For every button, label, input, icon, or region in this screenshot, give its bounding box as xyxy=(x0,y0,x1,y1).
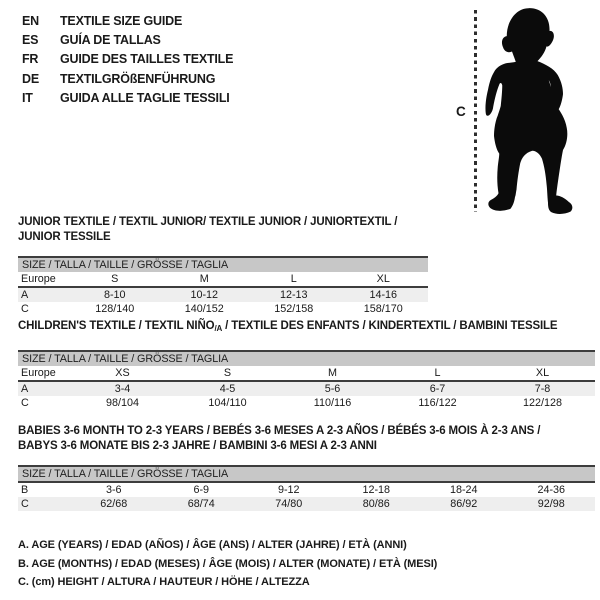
size-cell: M xyxy=(199,273,209,285)
row-label: Europe xyxy=(21,366,56,379)
table-row-age xyxy=(18,288,428,302)
babies-section-title xyxy=(18,424,595,453)
row-label: A xyxy=(21,382,29,395)
height-cell: 74/80 xyxy=(275,498,303,510)
height-cell: 104/110 xyxy=(208,396,247,409)
guide-title-it: GUIDA ALLE TAGLIE TESSILI xyxy=(60,90,230,105)
row-label: A xyxy=(21,289,29,301)
guide-title-fr: GUIDE DES TAILLES TEXTILE xyxy=(60,52,234,67)
footnote-age-months: B. AGE (MONTHS) / EDAD (MESES) / ÂGE (MOIS) / ALTER (MONATE) / ETÀ (MESI) xyxy=(18,557,438,570)
age-cell: 12-18 xyxy=(362,484,391,496)
height-measure-label: C xyxy=(456,104,466,119)
age-cell: 6-7 xyxy=(429,382,446,395)
age-cell: 9-12 xyxy=(277,484,300,496)
age-cell: 8-10 xyxy=(103,289,126,301)
size-header-row: SIZE / TALLA / TAILLE / GRÖSSE / TAGLIA xyxy=(18,467,595,483)
footnote-height-cm: C. (cm) HEIGHT / ALTURA / HAUTEUR / HÖHE / ALTEZZA xyxy=(18,576,310,589)
language-row-fr xyxy=(22,50,233,69)
language-code: DE xyxy=(22,71,39,86)
row-label: C xyxy=(21,303,29,315)
language-row-it xyxy=(22,88,233,107)
guide-title-de: TEXTILGRÖßENFÜHRUNG xyxy=(60,71,216,86)
age-cell: 14-16 xyxy=(369,289,398,301)
junior-size-table xyxy=(18,256,428,316)
age-cell: 6-9 xyxy=(193,484,210,496)
height-cell: 68/74 xyxy=(187,498,215,510)
size-cell: XL xyxy=(376,273,390,285)
table-row-europe xyxy=(18,366,595,382)
age-cell: 4-5 xyxy=(219,382,236,395)
size-cell: L xyxy=(434,366,441,379)
babies-size-table xyxy=(18,465,595,511)
footnote-age-years: A. AGE (YEARS) / EDAD (AÑOS) / ÂGE (ANS) / ALTER (JAHRE) / ETÀ (ANNI) xyxy=(18,539,407,551)
table-row-height xyxy=(18,302,428,316)
row-label: Europe xyxy=(21,273,56,285)
age-cell: 18-24 xyxy=(449,484,478,496)
size-header-row: SIZE / TALLA / TAILLE / GRÖSSE / TAGLIA xyxy=(18,258,428,272)
children-section xyxy=(18,319,595,410)
age-cell: 24-36 xyxy=(537,484,566,496)
guide-title-es: GUÍA DE TALLAS xyxy=(60,32,161,47)
size-cell: L xyxy=(290,273,297,285)
size-cell: S xyxy=(111,273,119,285)
size-header-row: SIZE / TALLA / TAILLE / GRÖSSE / TAGLIA xyxy=(18,352,595,366)
language-code: ES xyxy=(22,32,39,47)
age-cell: 10-12 xyxy=(190,289,219,301)
height-measure-dotted-line xyxy=(474,10,477,212)
age-cell: 3-6 xyxy=(105,484,122,496)
language-row-es xyxy=(22,30,233,49)
height-cell: 92/98 xyxy=(537,498,565,510)
toddler-silhouette-icon xyxy=(485,6,575,219)
children-section-title xyxy=(18,319,595,337)
table-row-age-months xyxy=(18,483,595,497)
age-cell: 7-8 xyxy=(534,382,551,395)
children-title-sub: /A xyxy=(214,324,223,333)
height-cell: 86/92 xyxy=(450,498,478,510)
junior-section xyxy=(18,215,428,316)
age-cell: 12-13 xyxy=(279,289,308,301)
age-cell: 3-4 xyxy=(114,382,131,395)
language-row-de xyxy=(22,69,233,88)
size-cell: XL xyxy=(535,366,550,379)
junior-section-title: JUNIOR TEXTILE / TEXTIL JUNIOR/ TEXTILE JUNIOR / JUNIORTEXTIL / JUNIOR TESSILE xyxy=(18,216,398,243)
height-cell: 140/152 xyxy=(184,303,224,315)
babies-title-line1: BABIES 3-6 MONTH TO 2-3 YEARS / BEBÉS 3-6 MESES A 2-3 AÑOS / BÉBÉS 3-6 MOIS À 2-3 ANS / xyxy=(18,425,541,437)
height-cell: 152/158 xyxy=(274,303,314,315)
language-code: EN xyxy=(22,13,39,28)
height-cell: 158/170 xyxy=(363,303,403,315)
language-row-en xyxy=(22,11,233,30)
size-cell: XS xyxy=(115,366,130,379)
language-code: IT xyxy=(22,90,33,105)
height-cell: 110/116 xyxy=(313,396,352,409)
row-label: C xyxy=(21,396,29,409)
table-row-age xyxy=(18,382,595,396)
height-cell: 98/104 xyxy=(105,396,140,409)
height-cell: 116/122 xyxy=(418,396,457,409)
guide-title-en: TEXTILE SIZE GUIDE xyxy=(60,13,183,28)
height-cell: 128/140 xyxy=(95,303,135,315)
children-size-table xyxy=(18,350,595,410)
language-code: FR xyxy=(22,52,39,67)
children-title-post: / TEXTILE DES ENFANTS / KINDERTEXTIL / BAMBINI TESSILE xyxy=(222,320,558,332)
babies-title-line2: BABYS 3-6 MONATE BIS 2-3 JAHRE / BAMBINI 3-6 MESI A 2-3 ANNI xyxy=(18,439,377,452)
age-cell: 5-6 xyxy=(324,382,341,395)
table-row-europe xyxy=(18,272,428,288)
height-cell: 62/68 xyxy=(100,498,128,510)
row-label: C xyxy=(21,498,29,510)
babies-section xyxy=(18,424,595,511)
legend-footnotes xyxy=(18,536,437,592)
height-cell: 80/86 xyxy=(362,498,390,510)
language-title-list xyxy=(22,11,233,107)
children-title-pre: CHILDREN'S TEXTILE / TEXTIL NIÑO xyxy=(18,320,215,332)
size-cell: S xyxy=(223,366,232,379)
row-label: B xyxy=(21,484,29,496)
table-row-height xyxy=(18,497,595,511)
size-cell: M xyxy=(328,366,337,379)
table-row-height xyxy=(18,396,595,410)
height-cell: 122/128 xyxy=(522,396,563,409)
